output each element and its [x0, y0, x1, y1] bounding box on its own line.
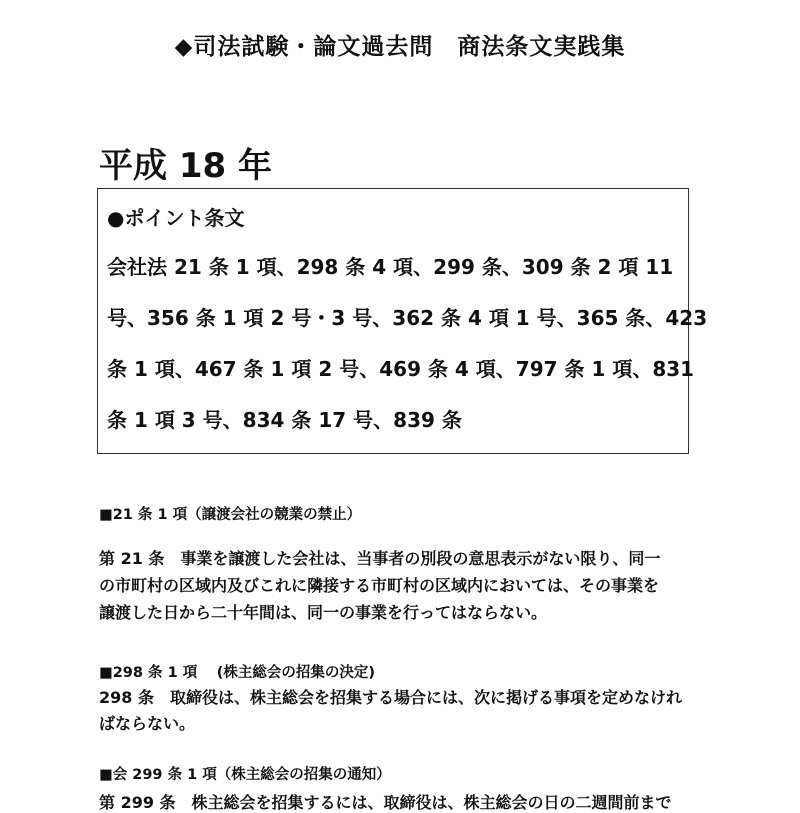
point-line: 号、356 条 1 項 2 号・3 号、362 条 4 項 1 号、365 条、423	[107, 306, 708, 330]
article-text-line: の市町村の区域内及びこれに隣接する市町村の区域内においては、その事業を	[99, 576, 660, 595]
point-articles-box	[97, 188, 708, 454]
point-line: 条 1 項 3 号、834 条 17 号、839 条	[107, 408, 462, 432]
year-heading: 平成 18 年	[99, 146, 272, 186]
article-text-line: 譲渡した日から二十年間は、同一の事業を行ってはならない。	[99, 603, 548, 622]
article-text-line: 298 条 取締役は、株主総会を招集する場合には、次に掲げる事項を定めなけれ	[99, 688, 682, 707]
point-line: 会社法 21 条 1 項、298 条 4 項、299 条、309 条 2 項 11	[107, 255, 674, 279]
section-heading-art298: ■298 条 1 項 (株主総会の招集の決定)	[99, 665, 376, 681]
point-line: 条 1 項、467 条 1 項 2 号、469 条 4 項、797 条 1 項、831	[107, 357, 695, 381]
article-text-line: 第 21 条 事業を譲渡した会社は、当事者の別段の意思表示がない限り、同一	[99, 549, 661, 568]
article-text-line: ばならない。	[99, 714, 196, 733]
section-heading-art299: ■会 299 条 1 項（株主総会の招集の通知）	[99, 767, 391, 783]
article-text-line: 第 299 条 株主総会を招集するには、取締役は、株主総会の日の二週間前まで	[99, 793, 672, 812]
document-title: ◆司法試験・論文過去問 商法条文実践集	[174, 34, 626, 60]
point-box-title: ●ポイント条文	[107, 206, 245, 230]
section-heading-art21: ■21 条 1 項（譲渡会社の競業の禁止）	[99, 507, 362, 523]
